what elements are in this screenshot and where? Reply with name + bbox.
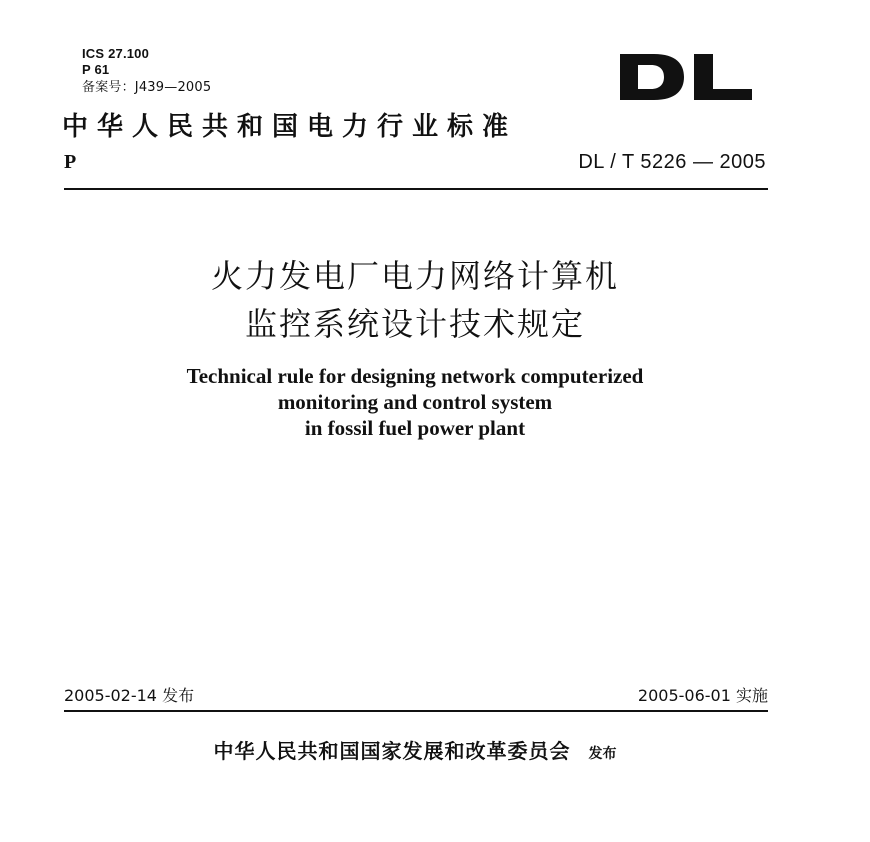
title-en-line-1: Technical rule for designing network computerized — [186, 364, 644, 388]
standard-number: DL / T 5226 — 2005 — [578, 151, 766, 173]
issue-date: 2005-02-14 发布 — [64, 686, 195, 705]
title-en-line-2: monitoring and control system — [277, 390, 553, 414]
title-en-line-3: in fossil fuel power plant — [304, 416, 526, 440]
title-cn-line-1: 火力发电厂电力网络计算机 — [210, 257, 619, 295]
ccs-code: P 61 — [82, 62, 110, 77]
standard-name: 中华人民共和国电力行业标准 — [62, 112, 518, 142]
logo-letter-l — [694, 54, 752, 100]
publisher — [0, 738, 830, 764]
dl-logo — [618, 52, 754, 102]
record-number: 备案号：J439—2005 — [82, 80, 212, 95]
implementation-date: 2005-06-01 实施 — [637, 686, 768, 705]
title-cn-line-2: 监控系统设计技术规定 — [244, 305, 585, 343]
publisher-org: 中华人民共和国国家发展和改革委员会 — [213, 739, 571, 763]
ics-code: ICS 27.100 — [82, 46, 150, 61]
logo-letter-d — [620, 54, 684, 100]
classification-code: P — [64, 151, 77, 173]
publisher-action: 发布 — [588, 746, 617, 762]
header-divider — [64, 188, 768, 190]
footer-divider — [64, 710, 768, 712]
